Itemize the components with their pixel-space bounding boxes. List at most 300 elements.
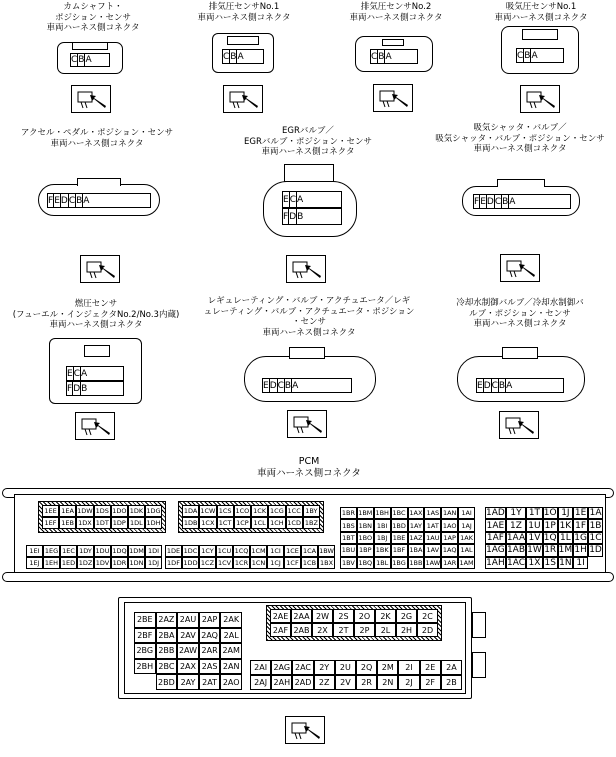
- pcm-terminal: 2AG: [271, 660, 292, 675]
- pcm-terminal: 1AV: [424, 544, 441, 556]
- pcm-terminal: 1DF: [165, 557, 182, 569]
- pcm-terminal: 1BF: [391, 544, 408, 556]
- pcm-terminal: 1B: [589, 520, 602, 531]
- pin: B: [524, 50, 531, 61]
- pcm-terminal: 1BK: [374, 544, 391, 556]
- pcm-terminal: 1AW: [424, 557, 441, 569]
- pcm-terminal: 1AA: [506, 532, 526, 543]
- harness-connector-icon: [520, 85, 560, 113]
- pcm-terminal: 2B: [441, 675, 462, 690]
- pcm-terminal: 1AX: [408, 507, 425, 519]
- pin: B: [297, 211, 304, 222]
- pcm-terminal: 2AR: [199, 643, 221, 659]
- harness-connector-icon-svg: [288, 411, 326, 437]
- pcm-terminal: 1EF: [42, 517, 59, 529]
- pcm-terminal: 2K: [375, 609, 396, 623]
- title-line: アクセル・ペダル・ポジション・センサ: [20, 128, 174, 138]
- title-line: レギュレーティング・バルブ・アクチュエータ／レギ: [207, 296, 411, 306]
- pin-row: [476, 378, 564, 393]
- pin-row: [473, 194, 571, 209]
- pcm-terminal: 2J: [398, 675, 419, 690]
- pcm-terminal: 1CH: [270, 519, 284, 527]
- pcm-terminal: 1DS: [95, 507, 109, 515]
- pin: D: [289, 209, 297, 224]
- pcm-terminal: 1BB: [408, 557, 425, 569]
- pcm-terminal: 1EJ: [26, 557, 43, 569]
- pin: F: [67, 383, 73, 394]
- pcm-terminal: 1CV: [217, 559, 232, 567]
- pcm-terminal: 2AA: [291, 609, 312, 623]
- pcm-terminal: 1X: [526, 557, 543, 569]
- pcm-block-i: [250, 660, 462, 690]
- pcm-terminal: 1CE: [284, 545, 301, 557]
- pcm-terminal: 1AZ: [408, 532, 425, 544]
- pcm-terminal: 1AQ: [441, 544, 458, 556]
- exhaust-sensor-1-connector: [212, 33, 274, 73]
- pcm-terminal: 1S: [544, 557, 556, 568]
- pcm-terminal: 1CQ: [234, 547, 249, 555]
- pcm-terminal: 1DD: [183, 559, 198, 567]
- pin-row: [282, 191, 342, 208]
- pcm-terminal: 1CO: [235, 507, 250, 515]
- pin-row: [222, 49, 264, 64]
- pcm-terminal: 1R: [544, 545, 557, 556]
- connector-latch: [502, 347, 538, 359]
- pcm-terminal: 1DW: [77, 507, 93, 515]
- pcm-terminal: 1DY: [77, 545, 94, 557]
- pcm-block-g: [134, 612, 242, 690]
- pcm-terminal: 2AI: [250, 660, 271, 675]
- connector-latch: [77, 178, 121, 186]
- egr-valve-title: [244, 126, 372, 158]
- pcm-terminal: 2AH: [271, 675, 292, 690]
- regulating-valve-title: [204, 296, 415, 338]
- pcm-terminal: 1EE: [42, 505, 59, 517]
- title-line: 吸気シャッタ・バルブ・ポジション・センサ: [435, 133, 605, 144]
- pcm-terminal: 1CL: [251, 517, 268, 529]
- pin: B: [284, 380, 292, 391]
- harness-connector-icon-svg: [81, 256, 119, 282]
- pin: D: [269, 380, 277, 391]
- intake-sensor-title: [495, 2, 588, 23]
- pcm-terminal: 1F: [573, 519, 588, 531]
- pin: C: [290, 192, 297, 207]
- pcm-terminal: 1BQ: [357, 557, 374, 569]
- pcm-terminal: 1AY: [408, 519, 425, 531]
- pcm-terminal: 1CN: [251, 559, 266, 567]
- pcm-connector-2-side-tab: [472, 652, 486, 678]
- pcm-terminal: 2P: [354, 623, 375, 637]
- pcm-terminal: 2BF: [134, 628, 156, 644]
- pcm-terminal: 1EG: [44, 547, 59, 555]
- pcm-terminal: 2BH: [134, 659, 156, 675]
- harness-connector-icon: [75, 412, 115, 440]
- pin: C: [71, 55, 78, 65]
- pcm-terminal: 1BY: [303, 505, 320, 517]
- pin: B: [498, 380, 506, 391]
- pin: E: [283, 192, 290, 207]
- pcm-terminal: [134, 674, 156, 690]
- pcm-terminal: 2AU: [177, 612, 199, 628]
- connector-latch: [382, 39, 404, 46]
- pcm-terminal: 2AB: [291, 623, 312, 637]
- harness-connector-icon: [500, 254, 540, 282]
- pcm-block-b: [182, 505, 320, 529]
- pcm-terminal: 1CK: [251, 505, 268, 517]
- pcm-terminal: 1DU: [95, 547, 110, 555]
- pin: B: [502, 196, 509, 207]
- harness-connector-icon: [285, 716, 325, 744]
- pin: A: [292, 380, 299, 391]
- pcm-terminal: 2S: [333, 609, 354, 623]
- pcm-terminal: 1CF: [284, 557, 301, 569]
- pcm-terminal: 1AM: [458, 557, 475, 569]
- pcm-terminal: 1DG: [146, 507, 161, 515]
- pcm-terminal: 1L: [558, 532, 574, 544]
- pcm-terminal: 1DP: [111, 517, 128, 529]
- pcm-terminal: 1DH: [146, 519, 161, 527]
- pcm-terminal: 2W: [312, 609, 333, 623]
- cam-sensor-connector: [57, 42, 123, 74]
- pin: B: [230, 51, 237, 62]
- harness-connector-icon: [373, 84, 413, 112]
- pcm-terminal: 1AU: [424, 532, 441, 544]
- pcm-terminal: 1BP: [357, 544, 374, 556]
- pcm-terminal: 1BZ: [303, 517, 320, 529]
- pin: C: [371, 51, 378, 62]
- harness-connector-icon: [286, 255, 326, 283]
- title-line: 車両ハーネス側コネクタ: [50, 138, 144, 149]
- pcm-terminal: 1DQ: [112, 547, 127, 555]
- connector-latch: [227, 36, 259, 45]
- accel-pedal-sensor-connector: [38, 184, 160, 216]
- pcm-terminal: 1N: [559, 557, 572, 568]
- pin: F: [283, 209, 289, 224]
- pin-row: [66, 366, 124, 381]
- pcm-terminal: 1U: [526, 519, 543, 531]
- pin: C: [73, 368, 80, 379]
- pcm-terminal: 2AT: [199, 674, 221, 690]
- pin: C: [517, 50, 524, 61]
- pcm-terminal: 1CD: [287, 519, 301, 527]
- pcm-terminal: 1DX: [78, 519, 92, 527]
- pcm-terminal: 1DZ: [78, 559, 93, 567]
- pcm-terminal: 1DI: [145, 545, 162, 557]
- pcm-block-f: [485, 507, 603, 569]
- pcm-terminal: 2BD: [156, 674, 178, 690]
- pcm-terminal: 1CM: [251, 547, 266, 555]
- pcm-terminal: 2AC: [292, 660, 313, 675]
- pcm-block-d: [165, 545, 335, 569]
- regulating-valve-connector: [244, 356, 376, 402]
- pin: A: [296, 194, 304, 205]
- pcm-terminal: 1DT: [95, 519, 109, 527]
- pin-row: [70, 53, 110, 67]
- harness-connector-icon-svg: [521, 86, 559, 112]
- title-line: 車両ハーネス側コネクタ: [49, 320, 143, 330]
- connector-latch: [522, 29, 558, 40]
- pcm-terminal: 2G: [396, 609, 417, 623]
- connector-latch: [284, 164, 334, 182]
- pcm-terminal: 1BS: [340, 519, 357, 531]
- fuel-pressure-sensor-title: [13, 299, 180, 331]
- pin: E: [263, 380, 269, 391]
- pin: C: [277, 380, 284, 391]
- pcm-terminal: 1CT: [217, 517, 234, 529]
- egr-valve-connector: [263, 181, 357, 237]
- pin-row: [66, 381, 124, 396]
- pin: B: [378, 51, 385, 62]
- pcm-terminal: 1BJ: [374, 532, 391, 544]
- pin: C: [223, 51, 230, 62]
- pcm-terminal: 2AW: [177, 643, 199, 659]
- pcm-terminal: 2AS: [199, 659, 221, 675]
- title-line: 吸気圧センサNo.1: [505, 2, 577, 12]
- pin: E: [477, 380, 483, 391]
- pcm-terminal: 1DJ: [145, 557, 162, 569]
- connector-latch: [84, 345, 110, 357]
- pcm-terminal: 1H: [574, 545, 587, 556]
- pin: A: [83, 195, 90, 206]
- pcm-terminal: 1AG: [486, 545, 505, 556]
- pcm-terminal: 2T: [333, 623, 354, 637]
- pcm-terminal: 2AM: [220, 643, 242, 659]
- title-line: 車両ハーネス側コネクタ: [261, 147, 355, 157]
- pcm-terminal: 1BG: [391, 557, 408, 569]
- title-line: (フューエル・インジェクタNo.2/No.3内蔵): [12, 309, 180, 320]
- pin: F: [48, 195, 54, 206]
- harness-connector-icon-svg: [286, 717, 324, 743]
- pin: C: [68, 195, 76, 206]
- pcm-terminal: 1BX: [319, 559, 334, 567]
- pcm-terminal: 1BE: [391, 532, 408, 544]
- pcm-block-a: [42, 505, 162, 529]
- pin: D: [486, 196, 494, 207]
- pcm-terminal: 1CJ: [267, 557, 284, 569]
- pcm-terminal: 2AJ: [250, 675, 271, 690]
- pcm-connector-1-bottom-rail: [2, 572, 614, 582]
- pcm-terminal: 2AL: [220, 628, 242, 644]
- pcm-terminal: 1AP: [441, 532, 458, 544]
- pin: A: [531, 50, 538, 61]
- pcm-terminal: 1AR: [441, 557, 458, 569]
- pin: E: [480, 196, 486, 207]
- pcm-terminal: 1BV: [340, 557, 357, 569]
- pcm-terminal: 2AN: [220, 659, 242, 675]
- pcm-terminal: 1DA: [183, 507, 198, 515]
- harness-connector-icon-svg: [76, 413, 114, 439]
- harness-connector-icon-svg: [72, 86, 110, 112]
- pcm-terminal: 2AD: [292, 675, 313, 690]
- pin: D: [483, 380, 491, 391]
- pin: F: [474, 196, 480, 207]
- pcm-terminal: 1EI: [26, 545, 43, 557]
- pcm-terminal: 1P: [544, 520, 556, 531]
- pcm-terminal: 2AO: [220, 674, 242, 690]
- pcm-terminal: 1T: [526, 507, 543, 519]
- title-line: 車両ハーネス側コネクタ: [262, 327, 356, 338]
- title-line: カムシャフト・: [63, 2, 123, 12]
- pcm-terminal: 1EC: [60, 545, 77, 557]
- coolant-control-valve-connector: [457, 356, 585, 402]
- pcm-terminal: 1CW: [200, 507, 216, 515]
- pcm-terminal: 1BM: [357, 507, 374, 519]
- pcm-terminal: 2AZ: [156, 612, 178, 628]
- harness-connector-icon: [499, 411, 539, 439]
- pcm-terminal: 1I: [573, 557, 588, 569]
- pcm-terminal: 1AC: [506, 557, 525, 568]
- pcm-terminal: 2R: [356, 675, 377, 690]
- pcm-terminal: 2AX: [177, 659, 199, 675]
- exhaust-sensor-1-title: [198, 2, 291, 23]
- pcm-terminal: 1BC: [391, 507, 408, 519]
- pcm-terminal: 2AF: [270, 623, 291, 637]
- pcm-terminal: 2V: [335, 675, 356, 690]
- title-line: 冷却水制御バルブ／冷却水制御バ: [456, 298, 584, 308]
- pcm-terminal: 1C: [589, 532, 602, 543]
- pcm-block-c: [26, 545, 162, 569]
- pin: A: [85, 55, 92, 65]
- pin: A: [237, 51, 244, 62]
- pin: E: [67, 368, 73, 379]
- pin: A: [506, 380, 513, 391]
- title-line: 車両ハーネス側コネクタ: [197, 12, 291, 23]
- pcm-terminal: 2AE: [270, 609, 291, 623]
- harness-connector-icon: [223, 85, 263, 113]
- pcm-terminal: 1BL: [374, 557, 391, 569]
- fuel-pressure-sensor-connector: [49, 338, 142, 404]
- pcm-terminal: 2E: [420, 660, 441, 675]
- pcm-terminal: 1CR: [234, 559, 249, 567]
- title-line: EGRバルブ／: [282, 126, 334, 136]
- pin-row: [262, 378, 352, 393]
- pcm-terminal: 1CG: [270, 507, 284, 515]
- exhaust-sensor-2-connector: [355, 36, 433, 72]
- pin: B: [76, 195, 83, 206]
- pcm-terminal: 2Z: [314, 675, 335, 690]
- title-line: 車両ハーネス側コネクタ: [473, 144, 567, 154]
- pin: C: [491, 380, 498, 391]
- pcm-terminal: 2AK: [220, 612, 242, 628]
- pcm-terminal: 1V: [526, 532, 543, 544]
- pcm-terminal: 2F: [420, 675, 441, 690]
- pcm-terminal: 1DL: [128, 517, 145, 529]
- title-line: ・センサ: [291, 317, 327, 327]
- title-line: 車両ハーネス側コネクタ: [494, 12, 588, 23]
- pcm-terminal: 1AH: [486, 557, 505, 568]
- pcm-terminal: 1BR: [340, 507, 357, 519]
- pcm-terminal: 2AV: [177, 628, 199, 644]
- title-line: EGRバルブ・ポジション・センサ: [244, 136, 372, 147]
- pcm-terminal: 1DC: [183, 547, 198, 555]
- pcm-terminal: 1BD: [391, 519, 408, 531]
- coolant-control-valve-title: [456, 298, 584, 330]
- title-line: ルブ・ポジション・センサ: [469, 308, 571, 319]
- pcm-terminal: 2BE: [134, 612, 156, 628]
- pcm-terminal: 2N: [377, 675, 398, 690]
- pcm-terminal: 1K: [559, 520, 572, 531]
- pin-row: [47, 193, 151, 208]
- pcm-terminal: 1Z: [506, 519, 526, 531]
- pin: A: [385, 51, 392, 62]
- harness-connector-icon-svg: [374, 85, 412, 111]
- pcm-terminal: 1CS: [217, 505, 234, 517]
- harness-connector-icon-svg: [500, 412, 538, 438]
- pin-row: [370, 49, 418, 64]
- harness-connector-icon-svg: [287, 256, 325, 282]
- pcm-terminal: 1E: [574, 508, 587, 519]
- pcm-terminal: 2I: [398, 660, 419, 675]
- pcm-terminal: 1W: [527, 545, 542, 556]
- exhaust-sensor-2-title: [350, 2, 443, 23]
- pcm-terminal: 1AO: [441, 519, 458, 531]
- pcm-terminal: 1D: [589, 545, 602, 556]
- pcm-terminal: 1BI: [374, 519, 391, 531]
- harness-connector-icon-svg: [224, 86, 262, 112]
- pcm-terminal: 1AE: [486, 520, 505, 531]
- harness-connector-icon-svg: [501, 255, 539, 281]
- pcm-terminal: 1CA: [302, 547, 317, 555]
- cam-sensor-title: [47, 2, 140, 34]
- pcm-terminal: 1DR: [112, 559, 127, 567]
- pcm-terminal: 1A: [589, 508, 602, 519]
- title-line: 吸気シャッタ・バルブ／: [473, 123, 567, 133]
- pcm-terminal: 1ED: [61, 559, 76, 567]
- pin: C: [494, 196, 502, 207]
- pcm-terminal: 1J: [558, 507, 574, 519]
- pcm-terminal: 1Y: [506, 507, 526, 519]
- pcm-terminal: 1AI: [458, 507, 475, 519]
- pcm-terminal: 1CP: [234, 517, 251, 529]
- pcm-terminal: 1AK: [458, 532, 475, 544]
- pcm-terminal: 1EB: [59, 517, 76, 529]
- pcm-terminal: 1DB: [183, 519, 198, 527]
- pin-row: [516, 48, 564, 63]
- intake-shutter-valve-connector: [462, 186, 580, 216]
- pcm-terminal: 2BA: [156, 628, 178, 644]
- title-line: 排気圧センサNo.1: [208, 2, 280, 12]
- pcm-terminal: 1CY: [199, 545, 216, 557]
- title-line: 排気圧センサNo.2: [360, 2, 432, 12]
- pcm-terminal: 1AJ: [458, 519, 475, 531]
- pcm-terminal: 1DM: [129, 547, 144, 555]
- pin: A: [509, 196, 516, 207]
- pcm-terminal: 2C: [417, 609, 438, 623]
- pcm-terminal: 2U: [335, 660, 356, 675]
- title-line: 車両ハーネス側コネクタ: [257, 468, 361, 479]
- pcm-title: [257, 456, 361, 480]
- pcm-terminal: 1DE: [166, 547, 181, 555]
- pin-row: [282, 208, 342, 225]
- pcm-terminal: 1AN: [441, 507, 458, 519]
- pcm-terminal: 1BH: [374, 507, 391, 519]
- pcm-block-h: [270, 609, 438, 637]
- pcm-terminal: 1CZ: [200, 559, 215, 567]
- pcm-terminal: [588, 557, 603, 569]
- title-line: 車両ハーネス側コネクタ: [46, 23, 140, 33]
- pcm-terminal: 2AY: [177, 674, 199, 690]
- pin: B: [78, 55, 85, 65]
- pcm-terminal: 1DO: [112, 507, 127, 515]
- pcm-terminal: 1CI: [267, 545, 284, 557]
- pcm-terminal: 2BB: [156, 643, 178, 659]
- pcm-terminal: 2AP: [199, 612, 221, 628]
- title-line: ュレーティング・バルブ・アクチュエータ・ポジション: [203, 306, 415, 317]
- pin: B: [81, 383, 88, 394]
- title-line: 燃圧センサ: [74, 299, 118, 309]
- pcm-terminal: 2BC: [156, 659, 178, 675]
- pcm-terminal: 2O: [354, 609, 375, 623]
